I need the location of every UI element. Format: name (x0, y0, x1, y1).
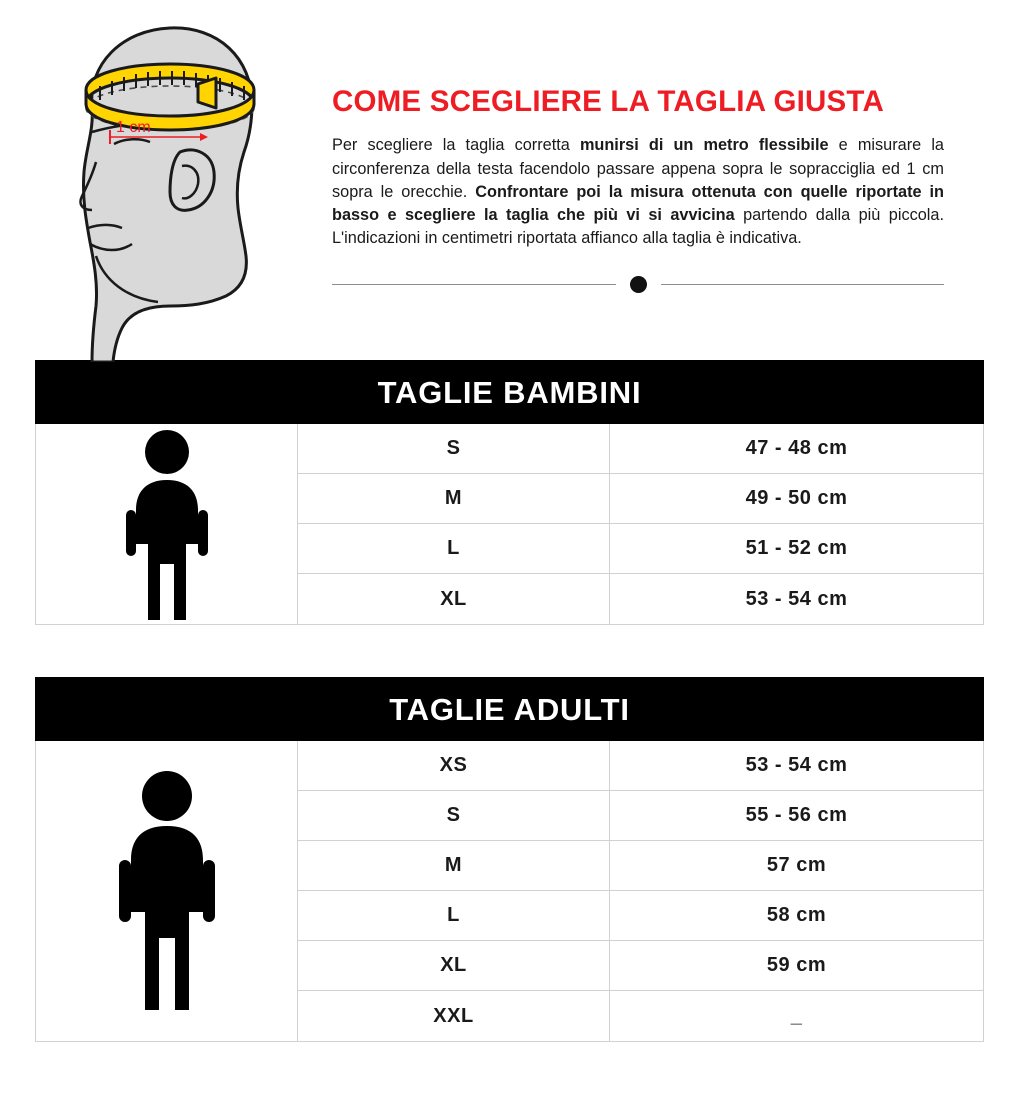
size-label: L (298, 891, 610, 940)
intro-paragraph: Per scegliere la taglia corretta munirsi di un metro flessibile e misurare la circonferenza della testa facendolo passare appena sopra le sopracciglia ed 1 cm sopra le orecchie. Confrontare poi la misura ottenuta con quelle riportate in basso e scegliere la taglia che più vi si avvicina partendo dalla più piccola. L'indicazioni in centimetri riportata affiancо alla taglia è indicativa. (332, 136, 944, 247)
size-measure: 55 - 56 cm (745, 804, 848, 826)
table-row (298, 741, 983, 791)
size-label: XL (298, 574, 610, 624)
table-row (298, 424, 983, 474)
intro-section (0, 0, 1024, 360)
size-label: M (298, 841, 610, 890)
table-title-bambini: TAGLIE BAMBINI (35, 360, 984, 424)
size-label: M (298, 474, 610, 523)
size-measure: 47 - 48 cm (745, 437, 848, 459)
size-measure: 51 - 52 cm (745, 537, 848, 559)
size-measure: 58 cm (766, 904, 827, 926)
size-label: XS (298, 741, 610, 790)
size-measure: 53 - 54 cm (745, 587, 848, 610)
size-measure: 53 - 54 cm (745, 754, 848, 776)
divider-line-right (661, 284, 945, 285)
size-label: S (298, 791, 610, 840)
child-figure-icon (36, 424, 298, 624)
size-label: L (298, 524, 610, 573)
size-rows-bambini (298, 424, 983, 624)
table-row (298, 574, 983, 624)
size-measure: 57 cm (766, 854, 827, 876)
table-row (298, 891, 983, 941)
table-row (298, 791, 983, 841)
size-label: XXL (298, 991, 610, 1041)
measure-label: 1 cm (116, 119, 151, 136)
table-row (298, 841, 983, 891)
divider-dot (630, 276, 647, 293)
page-title: COME SCEGLIERE LA TAGLIA GIUSTA (332, 85, 884, 118)
size-table-bambini (35, 360, 984, 625)
size-label: XL (298, 941, 610, 990)
table-title-adulti: TAGLIE ADULTI (35, 677, 984, 741)
table-row (298, 474, 983, 524)
adult-figure-icon (36, 741, 298, 1041)
size-table-adulti (35, 677, 984, 1042)
table-row (298, 991, 983, 1041)
table-row (298, 524, 983, 574)
size-label: S (298, 424, 610, 473)
divider-line-left (332, 284, 616, 285)
size-measure: _ (790, 1004, 803, 1027)
size-rows-adulti (298, 741, 983, 1041)
section-divider (332, 276, 944, 293)
size-measure: 59 cm (766, 954, 827, 976)
table-row (298, 941, 983, 991)
size-measure: 49 - 50 cm (745, 487, 848, 509)
head-measurement-illustration (30, 8, 320, 367)
